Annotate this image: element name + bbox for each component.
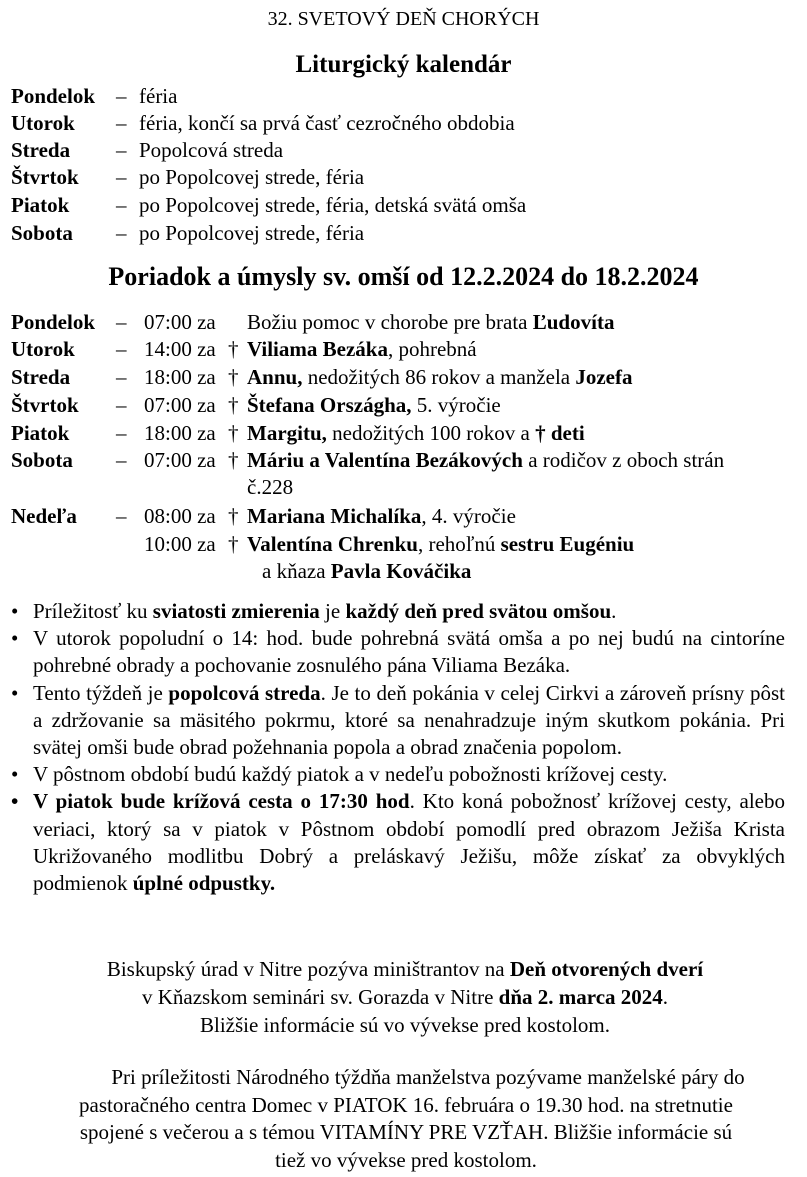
page-title: 32. SVETOVÝ DEŇ CHORÝCH: [267, 8, 540, 30]
notice-line: tiež vo vývekse pred kostolom.: [275, 1147, 537, 1172]
announcement-text: . Kto koná pobožnosť krížovej cesty, alebo veriaci, ktorý sa v piatok v Pôstnom období pomodlí pred obrazom Ježiša Krista Ukrižovaného modlitbu Dobrý a preláskavý Ježišu, môže získať za obvyklých podmienok: [33, 789, 785, 896]
liturgical-text: Popolcová streda: [139, 138, 284, 162]
announcement-item: [0, 598, 807, 625]
liturgical-text: féria: [139, 84, 178, 108]
bullet-dot: •: [11, 789, 19, 814]
announcement-emphasis: sviatosti zmierenia: [152, 599, 320, 623]
cross-symbol: †: [228, 365, 239, 389]
intention-text: , pohrebná: [387, 337, 477, 361]
day-label: Sobota: [11, 448, 73, 472]
intention-name: Máriu a Valentína Bezákových: [247, 448, 523, 472]
day-label: Pondelok: [11, 84, 96, 108]
announcement-item: [0, 788, 807, 897]
day-label: Utorok: [11, 337, 75, 361]
intention-text: 5. výročie: [411, 393, 501, 417]
cross-symbol: †: [228, 421, 239, 445]
bullet-dot: •: [11, 680, 19, 705]
intention-text: Božiu pomoc v chorobe pre brata: [247, 310, 533, 334]
intention-text: č.228: [247, 475, 294, 499]
mass-intention: [247, 420, 585, 447]
notice-text: .: [662, 985, 669, 1009]
intention-text: a kňaza: [262, 559, 331, 583]
mass-intention: [247, 392, 501, 419]
mass-intention: [247, 531, 634, 558]
cross-symbol: †: [228, 393, 239, 417]
announcement-text: Príležitosť ku: [33, 599, 153, 623]
intention-name: Viliama Bezáka: [247, 337, 388, 361]
notice-line: [40, 955, 770, 983]
intention-name: Margitu,: [247, 421, 327, 445]
day-label: Štvrtok: [11, 393, 79, 417]
day-label: Streda: [11, 138, 71, 162]
mass-time: 14:00 za: [144, 337, 216, 361]
notice-line: [40, 983, 770, 1011]
mass-schedule-heading: Poriadok a úmysly sv. omší od 12.2.2024 do 18.2.2024: [108, 262, 699, 291]
mass-time: 08:00 za: [144, 504, 216, 528]
bullet-dot: •: [11, 762, 19, 787]
intention-text: a rodičov z oboch strán: [522, 448, 725, 472]
bullet-dot: •: [11, 626, 19, 651]
announcement-text: V pôstnom období budú každý piatok a v nedeľu pobožnosti krížovej cesty.: [33, 762, 668, 787]
mass-intention: [247, 309, 614, 336]
dash: –: [116, 84, 127, 108]
intention-text: , rehoľnú: [417, 532, 501, 556]
mass-time: 07:00 za: [144, 393, 216, 417]
mass-intention: [247, 474, 293, 501]
liturgical-heading: Liturgický kalendár: [295, 51, 512, 78]
day-label: Sobota: [11, 221, 73, 245]
intention-name: Annu,: [247, 365, 303, 389]
liturgical-text: po Popolcovej strede, féria: [139, 221, 365, 245]
mass-intention: [247, 447, 724, 474]
dash: –: [116, 393, 127, 417]
day-label: Štvrtok: [11, 165, 79, 189]
ministrants-notice: [40, 955, 770, 1039]
intention-text: nedožitých 86 rokov a manžela: [302, 365, 576, 389]
mass-time: 07:00 za: [144, 310, 216, 334]
mass-time: 18:00 za: [144, 421, 216, 445]
day-label: Pondelok: [11, 310, 96, 334]
dash: –: [116, 337, 127, 361]
intention-text: nedožitých 100 rokov a: [326, 421, 536, 445]
day-label: Streda: [11, 365, 71, 389]
announcement-emphasis: V piatok bude krížová cesta o 17:30 hod: [33, 789, 410, 814]
intention-name: Pavla Kováčika: [330, 559, 472, 583]
notice-line: spojené s večerou a s témou VITAMÍNY PRE VZŤAH. Bližšie informácie sú: [79, 1120, 733, 1144]
dash: –: [116, 448, 127, 472]
intention-name: Ľudovíta: [532, 310, 615, 334]
announcement-emphasis: každý deň pred svätou omšou: [345, 599, 612, 623]
bullet-dot: •: [11, 599, 19, 623]
mass-intention: [262, 558, 471, 585]
dash: –: [116, 221, 127, 245]
announcement-emphasis: úplné odpustky.: [132, 871, 276, 896]
announcement-text: Tento týždeň je: [33, 680, 169, 705]
announcement-text: je: [319, 599, 346, 623]
notice-text: Biskupský úrad v Nitre pozýva miništrantov na: [106, 957, 510, 981]
intention-name: Valentína Chrenku: [247, 532, 418, 556]
announcement-text: V utorok popoludní o 14: hod. bude pohrebná svätá omša a po nej budú na cintoríne pohrebné obrady a pochovanie zosnulého pána Viliama Bezáka.: [33, 626, 785, 678]
announcement-item: [0, 680, 807, 762]
notice-text: v Kňazskom seminári sv. Gorazda v Nitre: [141, 985, 499, 1009]
liturgical-text: féria, končí sa prvá časť cezročného obdobia: [139, 111, 515, 135]
mass-intention: [247, 503, 516, 530]
cross-symbol: †: [228, 504, 239, 528]
liturgical-text: po Popolcovej strede, féria, detská svätá omša: [139, 193, 527, 217]
intention-name: Mariana Michalíka: [247, 504, 422, 528]
notice-emphasis: dňa 2. marca 2024: [498, 985, 663, 1009]
intention-text: , 4. výročie: [421, 504, 516, 528]
mass-intention: [247, 336, 477, 363]
notice-line: Bližšie informácie sú vo vývekse pred kostolom.: [199, 1013, 610, 1037]
mass-intention: [247, 364, 633, 391]
dash: –: [116, 193, 127, 217]
announcement-text: .: [611, 599, 617, 623]
mass-time: 18:00 za: [144, 365, 216, 389]
announcement-emphasis: popolcová streda: [168, 680, 321, 705]
announcement-text: . Je to deň pokánia v celej Cirkvi a zároveň prísny pôst a zdržovanie sa mäsitého pokrmu, ktoré sa nenahradzuje iným skutkom pokánia. Pri svätej omši bude obrad požehnania popola a obrad značenia popolom.: [33, 680, 785, 760]
dash: –: [116, 310, 127, 334]
dash: –: [116, 504, 127, 528]
dash: –: [116, 111, 127, 135]
dash: –: [116, 421, 127, 445]
notice-emphasis: Deň otvorených dverí: [509, 957, 704, 981]
notice-line: pastoračného centra Domec v PIATOK 16. februára o 19.30 hod. na stretnutie: [79, 1092, 733, 1117]
dash: –: [116, 365, 127, 389]
liturgical-text: po Popolcovej strede, féria: [139, 165, 365, 189]
cross-symbol: †: [228, 337, 239, 361]
mass-time: 07:00 za: [144, 448, 216, 472]
day-label: Piatok: [11, 421, 70, 445]
marriage-week-notice: [22, 1064, 790, 1174]
cross-symbol: †: [228, 532, 239, 556]
intention-name: Štefana Országha,: [247, 393, 412, 417]
cross-symbol: †: [228, 448, 239, 472]
day-label: Utorok: [11, 111, 75, 135]
mass-time: 10:00 za: [144, 532, 216, 556]
intention-name: † deti: [535, 421, 585, 445]
dash: –: [116, 138, 127, 162]
day-label: Nedeľa: [11, 504, 77, 528]
announcements-list: [0, 598, 807, 897]
day-label: Piatok: [11, 193, 70, 217]
notice-line: Pri príležitosti Národného týždňa manželstva pozývame manželské páry do: [111, 1065, 745, 1089]
dash: –: [116, 165, 127, 189]
intention-name: sestru Eugéniu: [500, 532, 635, 556]
announcement-item: [0, 625, 807, 679]
intention-name: Jozefa: [575, 365, 633, 389]
announcement-item: [0, 761, 807, 788]
